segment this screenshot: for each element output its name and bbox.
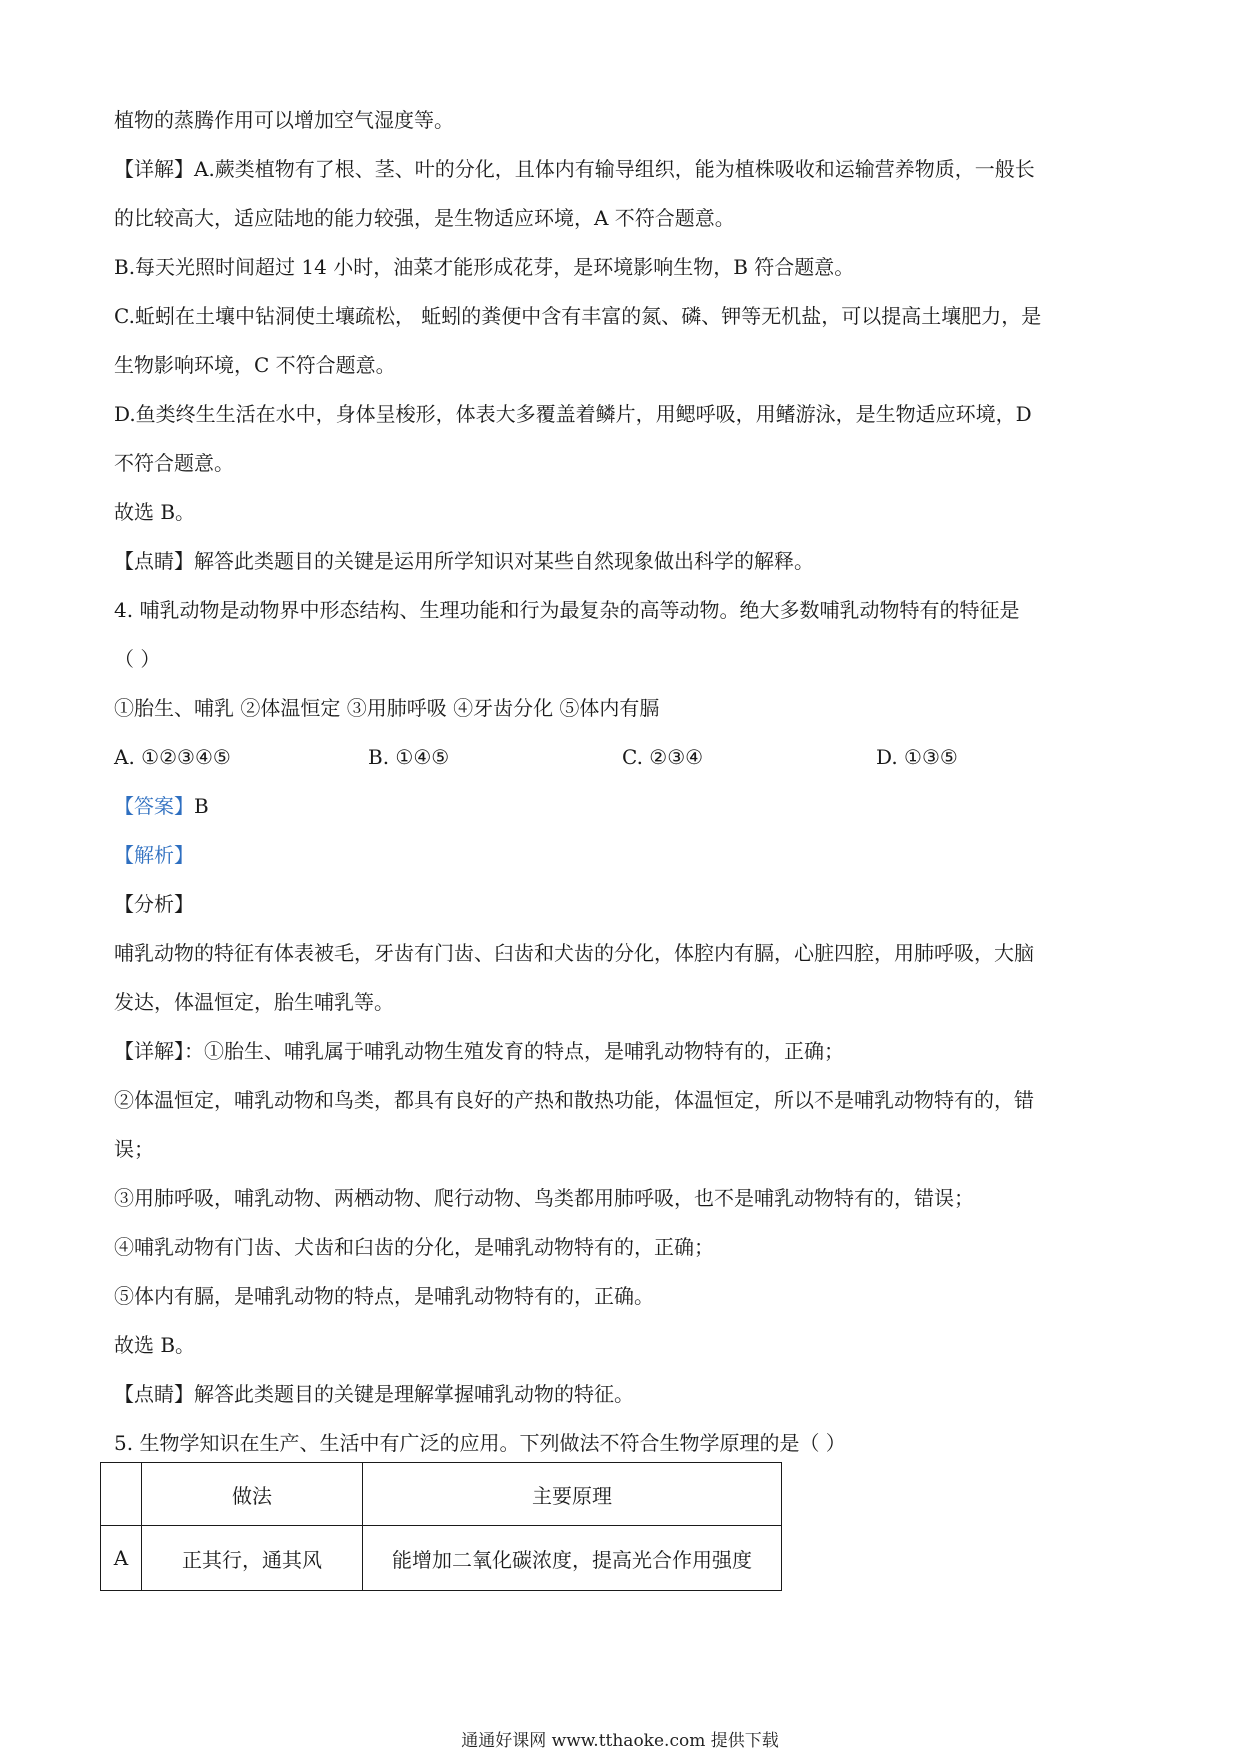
table-row [101,1526,782,1591]
option-c: C. ②③④ [622,745,704,769]
analysis-label: 【解析】 [114,843,194,867]
page-content [114,96,1134,1468]
question-5-table [100,1462,782,1591]
answer-value: B [194,794,209,818]
table-cell: A [101,1526,142,1591]
table-header-cell [101,1463,142,1526]
text-line: B.每天光照时间超过 14 小时，油菜才能形成花芽，是环境影响生物，B 符合题意。 [114,255,855,279]
text-line: C.蚯蚓在土壤中钻洞使土壤疏松， 蚯蚓的粪便中含有丰富的氮、磷、钾等无机盐，可以提高土壤肥力，是 [114,304,1042,328]
text-line: 植物的蒸腾作用可以增加空气湿度等。 [114,108,454,132]
text-line: 哺乳动物的特征有体表被毛，牙齿有门齿、臼齿和犬齿的分化，体腔内有膈，心脏四腔，用肺呼吸，大脑 [114,941,1034,965]
text-line: 【详解】A.蕨类植物有了根、茎、叶的分化，且体内有输导组织，能为植株吸收和运输营养物质，一般长 [114,157,1035,181]
text-line: ④哺乳动物有门齿、犬齿和臼齿的分化，是哺乳动物特有的，正确； [114,1235,714,1259]
text-line: 的比较高大，适应陆地的能力较强，是生物适应环境，A 不符合题意。 [114,206,735,230]
table-header-row [101,1463,782,1526]
text-line: 生物影响环境，C 不符合题意。 [114,353,396,377]
answer-line [114,782,1134,831]
option-d: D. ①③⑤ [876,745,958,769]
question-4-items: ①胎生、哺乳 ②体温恒定 ③用肺呼吸 ④牙齿分化 ⑤体内有膈 [114,696,660,720]
fenxi-label: 【分析】 [114,892,194,916]
text-line: ②体温恒定，哺乳动物和鸟类，都具有良好的产热和散热功能，体温恒定，所以不是哺乳动物特有的，错 [114,1088,1034,1112]
text-line: 发达，体温恒定，胎生哺乳等。 [114,990,394,1014]
text-line: 【点睛】解答此类题目的关键是理解掌握哺乳动物的特征。 [114,1382,634,1406]
page-footer: 通通好课网 www.tthaoke.com 提供下载 [461,1731,779,1751]
question-5-stem: 5. 生物学知识在生产、生活中有广泛的应用。下列做法不符合生物学原理的是（ ） [114,1431,846,1455]
question-4-blank: （ ） [114,647,161,671]
text-line: 【详解】：①胎生、哺乳属于哺乳动物生殖发育的特点，是哺乳动物特有的，正确； [114,1039,844,1063]
text-line: 故选 B。 [114,1333,196,1357]
text-line: 【点睛】解答此类题目的关键是运用所学知识对某些自然现象做出科学的解释。 [114,549,814,573]
table-cell: 能增加二氧化碳浓度，提高光合作用强度 [363,1526,782,1591]
text-line: D.鱼类终生生活在水中，身体呈梭形，体表大多覆盖着鳞片，用鳃呼吸，用鳍游泳，是生物适应环境，D [114,402,1032,426]
option-b: B. ①④⑤ [368,745,450,769]
text-line: ⑤体内有膈，是哺乳动物的特点，是哺乳动物特有的，正确。 [114,1284,654,1308]
table-header-cell: 做法 [142,1463,363,1526]
text-line: 故选 B。 [114,500,196,524]
table-header-cell: 主要原理 [363,1463,782,1526]
text-line: 误； [114,1137,154,1161]
text-line: ③用肺呼吸，哺乳动物、两栖动物、爬行动物、鸟类都用肺呼吸，也不是哺乳动物特有的，错误； [114,1186,974,1210]
text-line: 不符合题意。 [114,451,234,475]
question-4-stem: 4. 哺乳动物是动物界中形态结构、生理功能和行为最复杂的高等动物。绝大多数哺乳动物特有的特征是 [114,598,1020,622]
answer-label: 【答案】 [114,794,194,818]
option-a: A. ①②③④⑤ [114,745,231,769]
question-4-options [114,733,1134,782]
table-cell: 正其行，通其风 [142,1526,363,1591]
